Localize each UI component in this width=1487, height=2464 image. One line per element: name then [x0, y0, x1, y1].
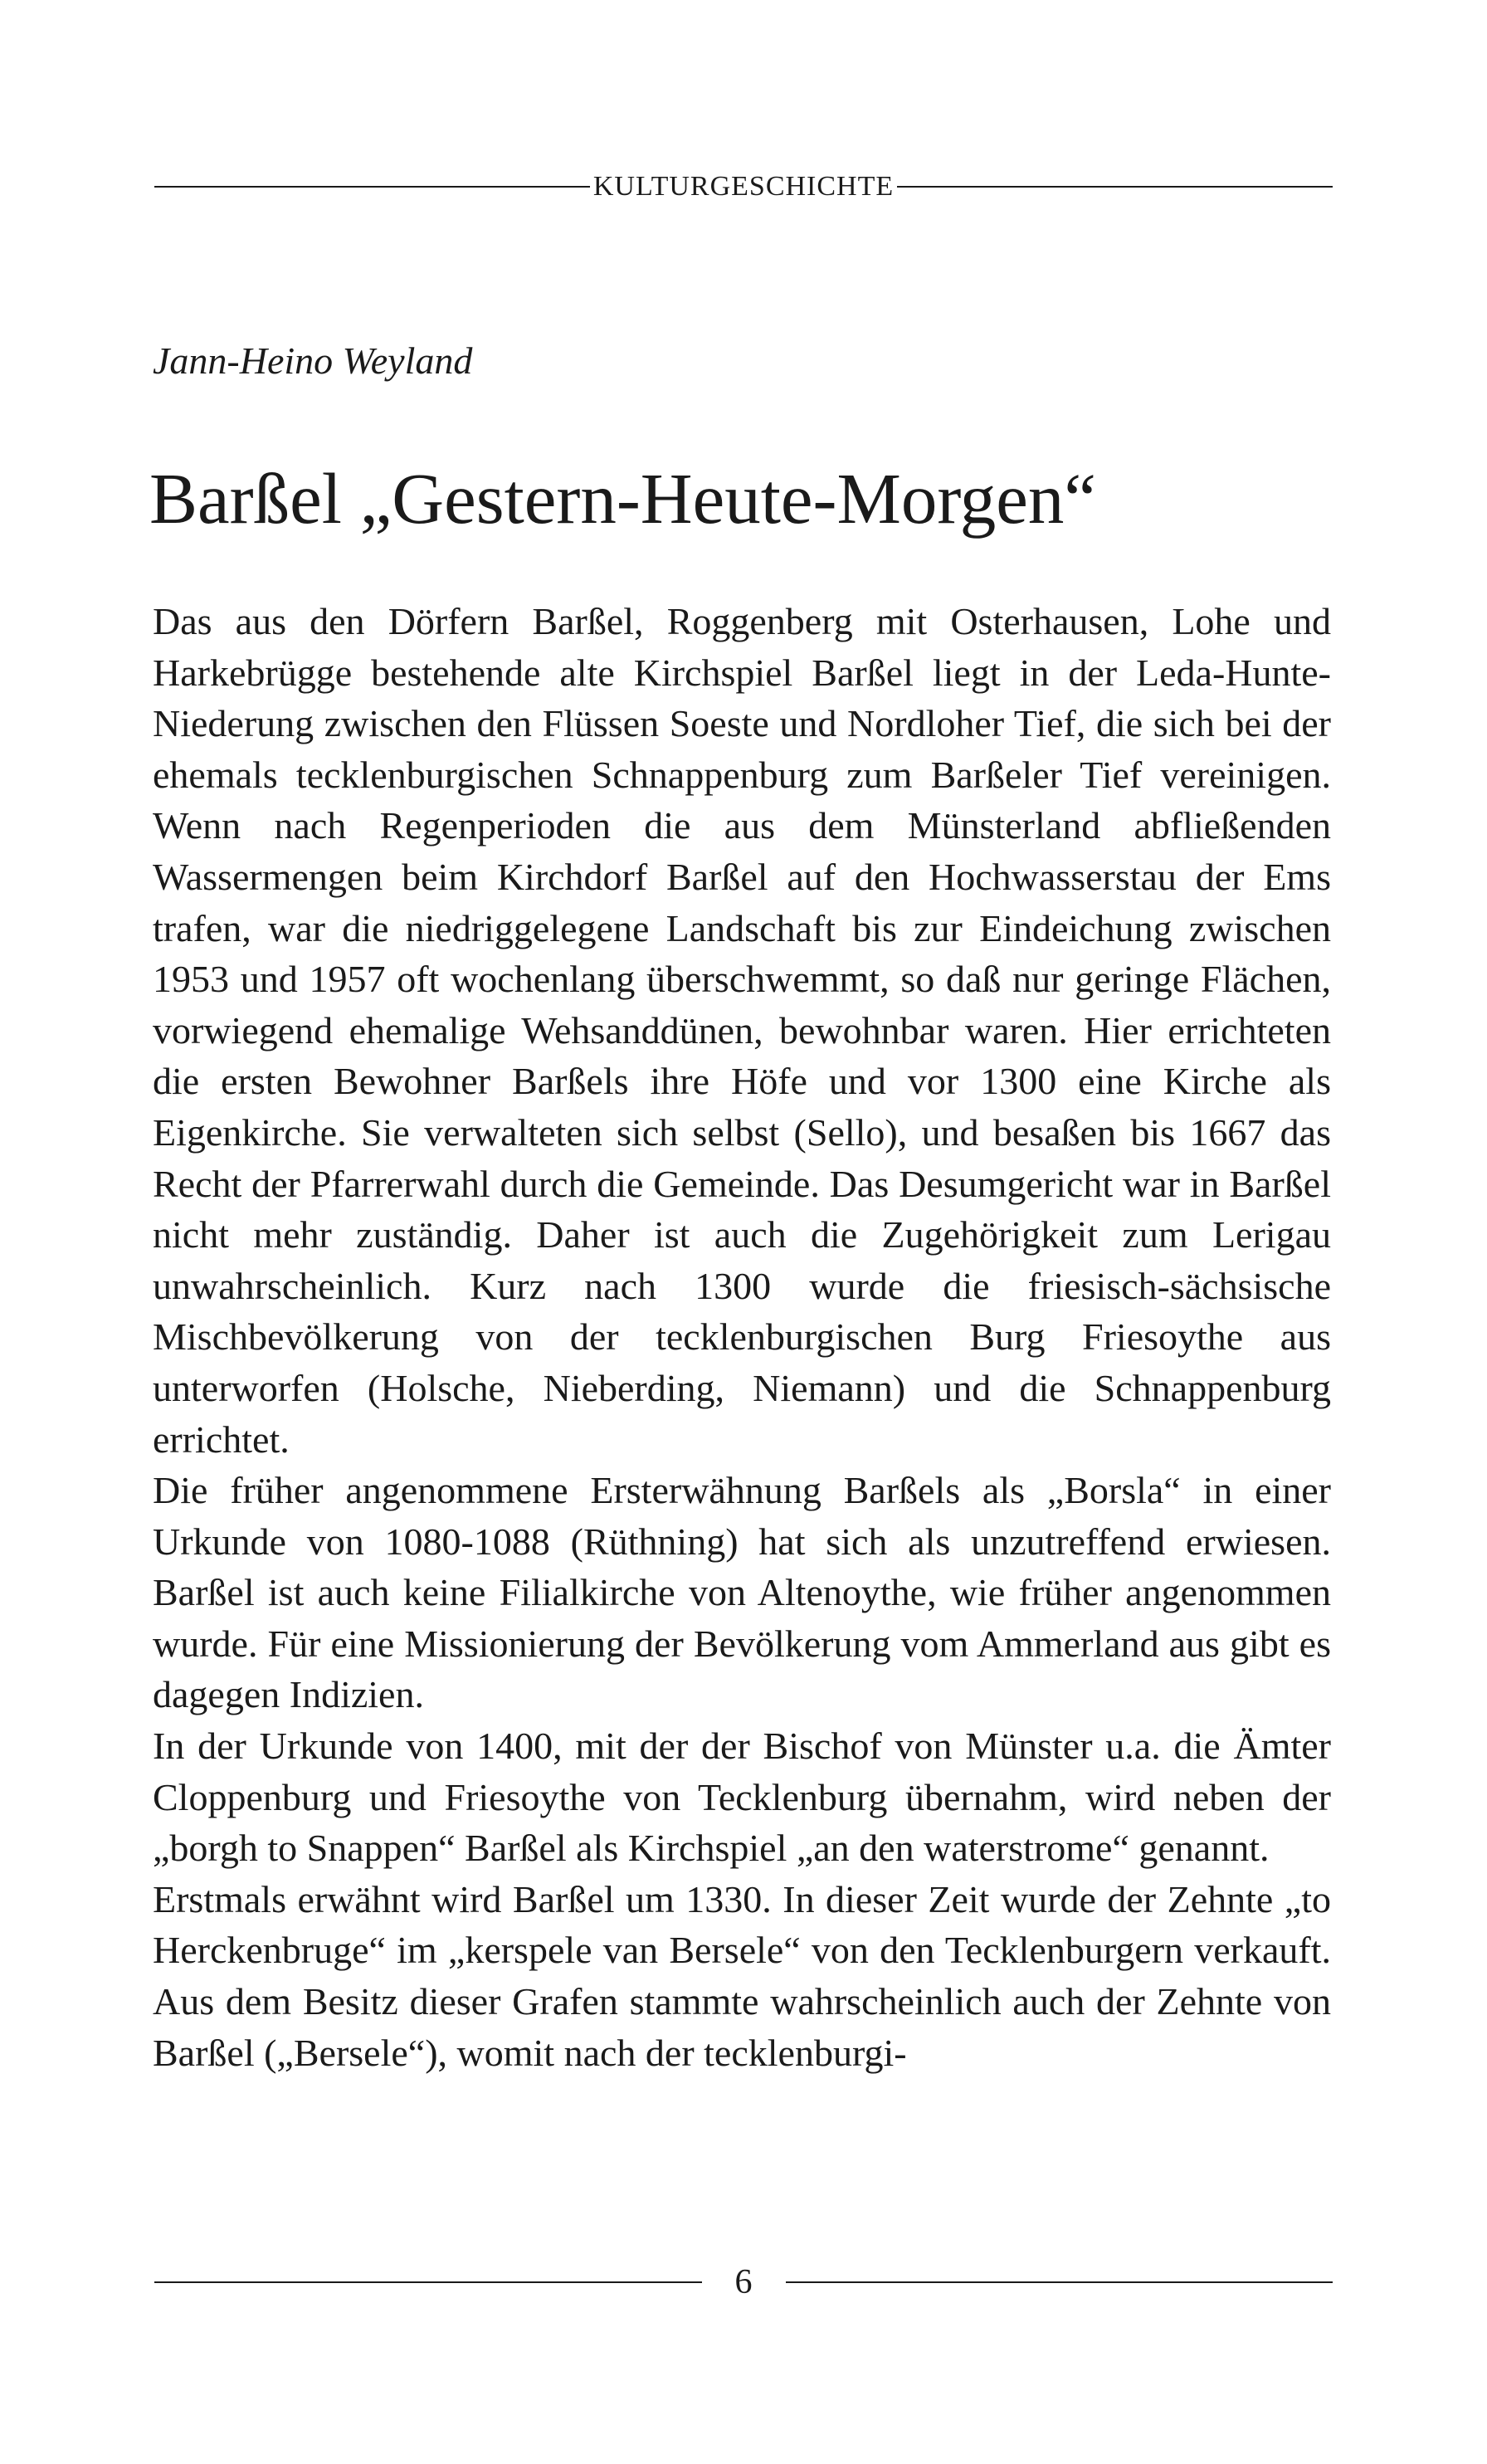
article-title: Barßel „Gestern-Heute-Morgen“ — [149, 458, 1096, 539]
footer-rule-left — [154, 2281, 702, 2283]
page-number: 6 — [734, 2263, 753, 2301]
article-body — [153, 596, 1331, 2078]
footer-rule-right — [786, 2281, 1333, 2283]
paragraph: In der Urkunde von 1400, mit der der Bischof von Münster u.a. die Ämter Cloppenburg und Friesoythe von Tecklenburg übernahm, wird neben der „borgh to Snappen“ Barßel als Kirchspiel „an den waterstrome“ genannt. — [153, 1725, 1331, 1870]
header-rule-left — [154, 186, 590, 188]
paragraph: Die früher angenommene Ersterwähnung Barßels als „Borsla“ in einer Urkunde von 1080-1088 (Rüthning) hat sich als unzutreffend erwiesen. Barßel ist auch keine Filialkirche von Altenoythe, wie früher angenommen wurde. Für eine Missionierung der Bevölkerung vom Ammerland aus gibt es dagegen Indizien. — [153, 1469, 1331, 1716]
paragraph: Das aus den Dörfern Barßel, Roggenberg mit Osterhausen, Lohe und Harkebrügge bestehende alte Kirchspiel Barßel liegt in der Leda-Hunte-Niederung zwischen den Flüssen Soeste und Nordloher Tief, die sich bei der ehemals tecklenburgischen Schnappenburg zum Barßeler Tief vereinigen. Wenn nach Regenperioden die aus dem Münsterland abfließenden Wassermengen beim Kirchdorf Barßel auf den Hochwasserstau der Ems trafen, war die niedriggelegene Landschaft bis zur Eindeichung zwischen 1953 und 1957 oft wochenlang überschwemmt, so daß nur geringe Flächen, vorwiegend ehemalige Wehsanddünen, bewohnbar waren. Hier errichteten die ersten Bewohner Barßels ihre Höfe und vor 1300 eine Kirche als Eigenkirche. Sie verwalteten sich selbst (Sello), und besaßen bis 1667 das Recht der Pfarrerwahl durch die Gemeinde. Das Desumgericht war in Barßel nicht mehr zuständig. Daher ist auch die Zugehörigkeit zum Lerigau unwahrscheinlich. Kurz nach 1300 wurde die friesisch-sächsische Mischbevölkerung von der tecklenburgischen Burg Friesoythe aus unterworfen (Holsche, Nieberding, Niemann) und die Schnappenburg errichtet. — [153, 600, 1331, 1461]
article-author: Jann-Heino Weyland — [153, 339, 473, 382]
paragraph: Erstmals erwähnt wird Barßel um 1330. In dieser Zeit wurde der Zehnte „to Herckenbruge“ im „kerspele van Bersele“ von den Tecklenburgern verkauft. Aus dem Besitz dieser Grafen stammte wahrscheinlich auch der Zehnte von Barßel („Bersele“), womit nach der tecklenburgi- — [153, 1877, 1331, 2074]
page-footer — [154, 2257, 1333, 2307]
header-rule-right — [897, 186, 1333, 188]
section-label: KULTURGESCHICHTE — [592, 171, 895, 202]
running-header — [154, 166, 1333, 207]
